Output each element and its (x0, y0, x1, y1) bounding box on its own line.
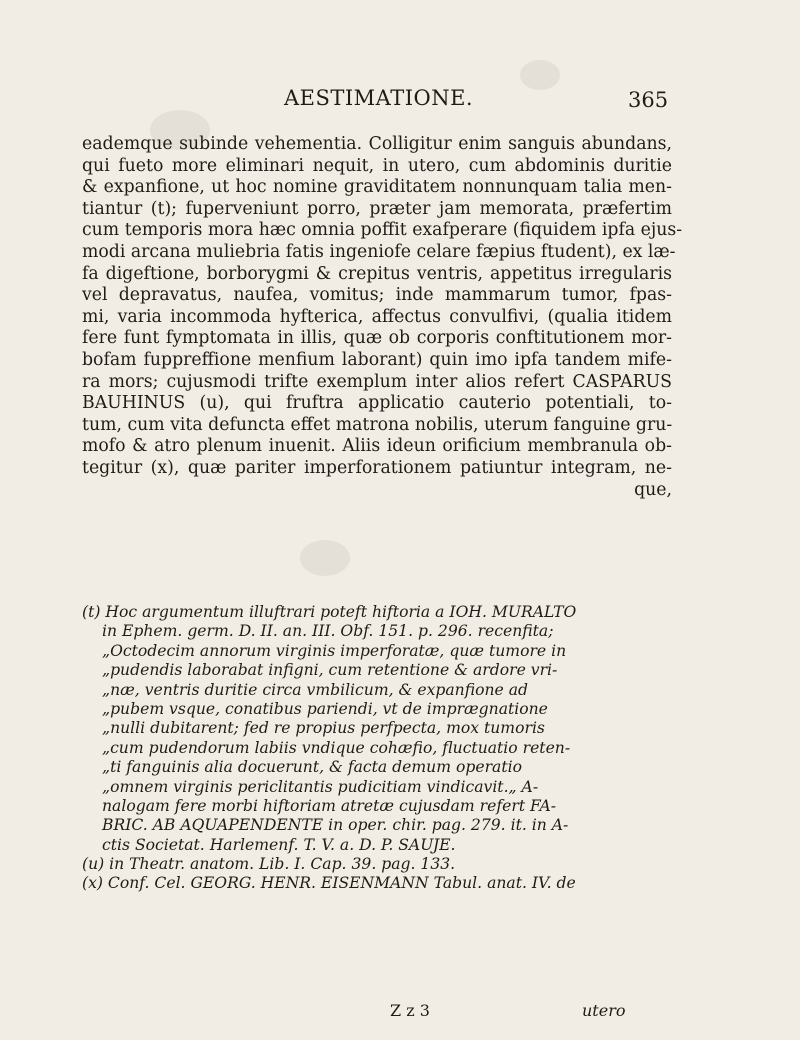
text-line: tum, cum vita defuncta effet matrona nobilis, uterum fanguine gru- (82, 414, 673, 435)
page-header (0, 86, 800, 116)
main-text (82, 134, 683, 501)
text-line: mofo & atro plenum inuenit. Aliis ideun orificium membranula ob- (82, 436, 672, 457)
text-line: qui fueto more eliminari nequit, in utero, cum abdominis duritie (82, 155, 672, 176)
footnotes (82, 603, 672, 894)
catchword: utero (582, 1001, 626, 1020)
footnote-line: nalogam fere morbi hiftoriam atretæ cujusdam refert FA- (102, 796, 557, 815)
footnote-line: „Octodecim annorum virginis imperforatæ, quæ tumore in (102, 641, 567, 660)
footnote-line: (x) Conf. Cel. GEORG. HENR. EISENMANN Tabul. anat. IV. de (82, 874, 576, 893)
text-line: bofam fuppreffione menfium laborant) quin imo ipfa tandem mife- (82, 349, 672, 370)
text-line: que, (634, 479, 672, 500)
footnote-line: „cum pudendorum labiis vndique cohæfio, fluctuatio reten- (102, 738, 571, 757)
page-number: 365 (628, 88, 669, 112)
text-line: modi arcana muliebria fatis ingeniofe celare fæpius ftudent), ex læ- (82, 241, 676, 262)
text-line: tegitur (x), quæ pariter imperforationem patiuntur integram, ne- (82, 457, 672, 478)
running-head: AESTIMATIONE. (284, 86, 474, 110)
text-line: fa digeftione, borborygmi & crepitus ventris, appetitus irregularis (82, 263, 672, 284)
footnote-line: „næ, ventris duritie circa vmbilicum, & expanfione ad (102, 680, 529, 699)
text-line: eademque subinde vehementia. Colligitur enim sanguis abundans, (82, 134, 672, 154)
footnote-line: „ti fanguinis alia docuerunt, & facta demum operatio (102, 758, 522, 777)
footnote-line: ctis Societat. Harlemenf. T. V. a. D. P. SAUJE. (102, 835, 456, 854)
text-line: cum temporis mora hæc omnia poffit exafperare (fiquidem ipfa ejus- (82, 220, 683, 241)
footnote-line: „omnem virginis periclitantis pudicitiam vindicavit.„ A- (102, 777, 539, 796)
text-line: tiantur (t); fuperveniunt porro, præter jam memorata, præfertim (82, 198, 672, 219)
footnote-line: „pudendis laborabat infigni, cum retentione & ardore vri- (102, 661, 558, 680)
footnote-line: „nulli dubitarent; fed re propius perfpecta, mox tumoris (102, 719, 545, 738)
footnote-line: „pubem vsque, conatibus pariendi, vt de imprægnatione (102, 699, 548, 718)
text-line: vel depravatus, naufea, vomitus; inde mammarum tumor, fpas- (82, 285, 672, 306)
text-line: fere funt fymptomata in illis, quæ ob corporis conftitutionem mor- (82, 328, 672, 349)
footnote-line: BRIC. AB AQUAPENDENTE in oper. chir. pag. 279. it. in A- (102, 816, 569, 835)
page-stain (300, 540, 350, 576)
footnote-line: (u) in Theatr. anatom. Lib. I. Cap. 39. pag. 133. (82, 855, 456, 874)
text-line: ra mors; cujusmodi trifte exemplum inter alios refert CASPARUS (82, 371, 672, 392)
footnote-line: (t) Hoc argumentum illuftrari poteft hiftoria a IOH. MURALTO (82, 603, 577, 621)
text-line: BAUHINUS (u), qui fruftra applicatio cauterio potentiali, to- (82, 393, 672, 414)
text-line: & expanfione, ut hoc nomine graviditatem nonnunquam talia men- (82, 177, 672, 198)
text-line: mi, varia incommoda hyfterica, affectus convulfivi, (qualia itidem (82, 306, 672, 327)
signature-mark: Z z 3 (390, 1001, 430, 1020)
footnote-line: in Ephem. germ. D. II. an. III. Obf. 151. p. 296. recenfita; (102, 622, 554, 641)
